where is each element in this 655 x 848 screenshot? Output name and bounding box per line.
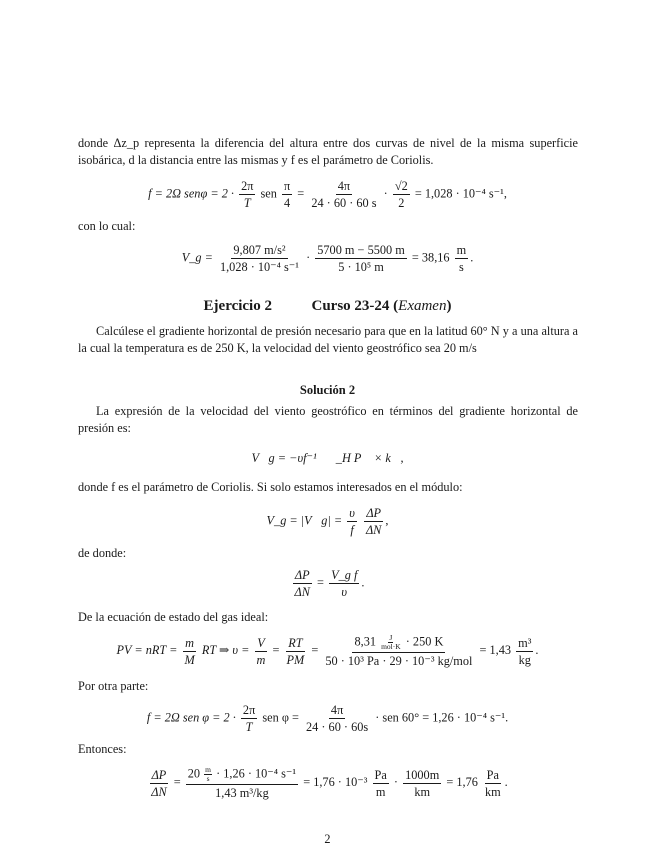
eq1-sen: sen <box>260 186 277 201</box>
eq1-result: = 1,028 · 10⁻⁴ s⁻¹, <box>414 186 507 201</box>
exam-label: Examen <box>398 298 447 314</box>
eq6-frac4: 8,31 J mol·K · 250 K 50 · 10³ Pa · 29 · 10⁻³ kg/mol <box>325 633 473 668</box>
paragraph-ideal-gas: De la ecuación de estado del gas ideal: <box>78 610 269 624</box>
eq8-frac3: $\frac{Pa}{m}$ <box>374 767 387 799</box>
eq2-result: = 38,16 <box>411 250 450 265</box>
eq7-frac2: $\frac{4\pi}{24 \cdot 60 \cdot 60s}$ <box>306 703 369 734</box>
eq7-result: · sen 60° = 1,26 · 10⁻⁴ s⁻¹. <box>375 710 509 725</box>
eq5-end: . <box>361 575 365 590</box>
eq2-frac1: $\frac{\text{9,807 m/s²}}{\text{1,028 · 10⁻⁴ s⁻¹}}$ <box>219 243 299 274</box>
eq6-frac2: $\frac{V}{m}$ <box>256 635 266 667</box>
eq4-lhs: V_g = |V⃗g| = <box>266 513 343 528</box>
eq6-equals: = <box>272 642 280 657</box>
eq2-unit: $\frac{m}{s}$ <box>456 243 467 274</box>
eq7-frac1: $\frac{2\pi}{T}$ <box>242 703 256 734</box>
eq1-dot: · <box>383 186 388 201</box>
equation-coriolis-1 <box>0 179 655 210</box>
eq1-frac4: $\frac{√2}{2}$ <box>394 179 408 210</box>
eq6-mid: RT ⇒ υ = <box>201 642 250 657</box>
paragraph-por-otra-parte: Por otra parte: <box>78 679 149 693</box>
eq6-frac3: $\frac{RT}{PM}$ <box>286 635 305 667</box>
paragraph-intro: donde Δz_p representa la diferencia del altura entre dos curvas de nivel de la misma superficie isobárica, d la distancia entre las mismas y f es el parámetro de Coriolis. <box>78 136 578 167</box>
eq2-frac2: $\frac{5700 m - 5500 m}{\text{5 · 10⁵ m}}$ <box>317 243 405 274</box>
equation-gradient <box>0 568 655 599</box>
paragraph-expression: La expresión de la velocidad del viento geostrófico en términos del gradiente horizontal de presión es: <box>78 404 578 435</box>
equation-coriolis-2 <box>0 703 655 734</box>
eq7-sen: sen φ = <box>262 710 299 725</box>
equation-module <box>0 506 655 537</box>
eq6-unit: $\frac{\text{m³}}{kg}$ <box>518 635 532 667</box>
eq1-frac3: $\frac{4\pi}{24 \cdot 60 \cdot 60 s}$ <box>311 179 377 210</box>
eq5-frac2: $\frac{\text{V\_g f}}{\upsilon}$ <box>331 568 358 599</box>
equation-vector: V⃗g = −υf⁻¹∇⃗_H P⃗ × k⃗, <box>251 451 404 465</box>
eq2-lhs: V_g = <box>181 250 213 265</box>
eq6-lhs: PV = nRT = <box>116 642 178 657</box>
equation-geostrophic-velocity <box>0 243 655 274</box>
eq5-equals: = <box>317 575 324 590</box>
paragraph-de-donde: de donde: <box>78 546 127 560</box>
eq1-frac1: $\frac{2\pi}{T}$ <box>241 179 254 210</box>
eq6-end: . <box>535 642 539 657</box>
course-title: Curso 23-24 <box>311 298 390 314</box>
eq1-lhs: f = 2Ω senφ = 2 · <box>148 186 234 201</box>
eq6-equals-2: = <box>311 642 319 657</box>
exercise-title: Ejercicio 2 <box>203 298 272 314</box>
eq6-frac1: $\frac{m}{M}$ <box>184 635 195 667</box>
page-number: 2 <box>324 832 331 846</box>
eq2-dot: · <box>306 250 311 265</box>
eq7-lhs: f = 2Ω sen φ = 2 · <box>146 710 236 725</box>
eq4-frac1: $\frac{\upsilon}{f}$ <box>349 506 355 537</box>
eq8-result: = 1,76 <box>446 774 478 789</box>
eq1-equals: = <box>297 186 305 201</box>
eq8-equals: = <box>173 774 181 789</box>
solution-heading: Solución 2 <box>299 383 356 397</box>
eq4-frac2: $\frac{\Delta P}{\Delta N}$ <box>365 506 382 537</box>
eq8-dot: · <box>393 774 399 789</box>
eq8-frac1: $\frac{\Delta P}{\Delta N}$ <box>151 767 167 799</box>
paragraph-con-lo-cual: con lo cual: <box>78 219 136 233</box>
eq8-end: . <box>504 774 508 789</box>
equation-ideal-gas <box>0 634 655 668</box>
paragraph-coriolis-module: donde f es el parámetro de Coriolis. Si solo estamos interesados en el módulo: <box>78 480 463 494</box>
eq1-frac2: $\frac{\pi}{4}$ <box>284 179 291 210</box>
eq8-frac2: 20 $\frac{m}{s}$ · 1,26 · 10⁻⁴ s⁻¹ 1,43 m³/kg <box>187 765 297 800</box>
eq8-mid: = 1,76 · 10⁻³ <box>303 774 368 789</box>
exercise-heading: Ejercicio 2 Curso 23-24 (Examen) <box>203 298 452 314</box>
eq8-frac4: $\frac{1000m}{km}$ <box>405 767 440 799</box>
eq5-frac1: $\frac{\Delta P}{\Delta N}$ <box>294 568 310 599</box>
eq6-result: = 1,43 <box>479 642 512 657</box>
eq2-end: . <box>470 250 474 265</box>
equation-final <box>0 766 655 800</box>
paragraph-problem: Calcúlese el gradiente horizontal de presión necesario para que en la latitud 60° N y a una altura a la cual la temperatura es de 250 K, la velocidad del viento geostrófico sea 20 m/s <box>78 324 578 355</box>
eq4-end: , <box>385 513 389 528</box>
paragraph-entonces: Entonces: <box>78 742 127 756</box>
eq8-frac5: $\frac{Pa}{km}$ <box>484 767 501 799</box>
